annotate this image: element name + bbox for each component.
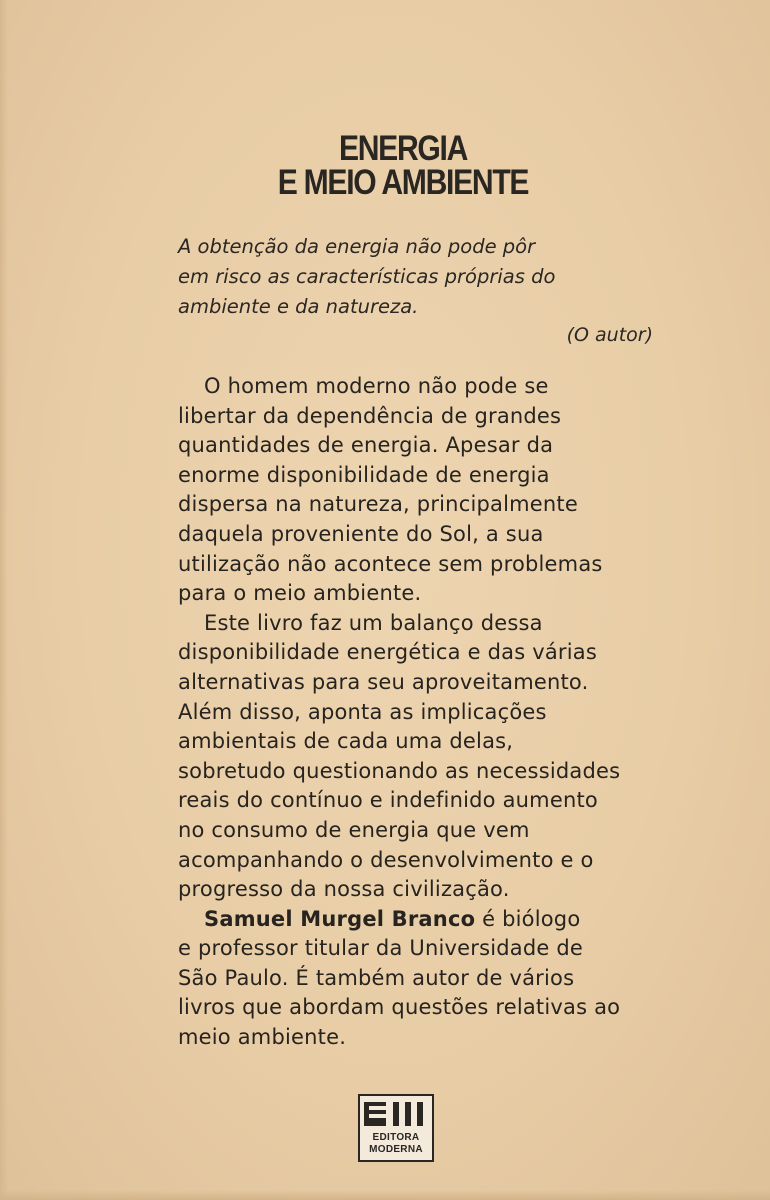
blurb-line: utilização não acontece sem problemas — [178, 551, 603, 576]
epigraph-attribution: (O autor) — [566, 324, 653, 346]
epigraph-line: em risco as características próprias do — [178, 265, 556, 288]
blurb-line: libertar da dependência de grandes — [178, 403, 562, 428]
blurb-line: livros que abordam questões relativas ao — [178, 995, 621, 1020]
blurb-line: alternativas para seu aproveitamento. — [178, 669, 589, 694]
blurb-line: e professor titular da Universidade de — [178, 936, 584, 961]
blurb-line: disponibilidade energética e das várias — [178, 640, 597, 665]
blurb-line: progresso da nossa civilização. — [178, 877, 510, 902]
blurb-line: quantidades de energia. Apesar da — [178, 433, 554, 458]
publisher-logo — [358, 1094, 434, 1162]
author-bio-text: é biólogo — [475, 906, 581, 931]
blurb-line: São Paulo. É também autor de vários — [178, 965, 575, 990]
title-line: ENERGIA — [338, 129, 468, 168]
blurb-line: Este livro faz um balanço dessa — [204, 610, 543, 635]
blurb-line: enorme disponibilidade de energia — [178, 462, 550, 487]
blurb-line: meio ambiente. — [178, 1025, 347, 1050]
blurb-line: dispersa na natureza, principalmente — [178, 492, 578, 517]
book-title — [56, 129, 749, 202]
blurb-line: reais do contínuo e indefinido aumento — [178, 788, 598, 813]
epigraph-line: A obtenção da energia não pode pôr — [178, 235, 536, 258]
author-name: Samuel Murgel Branco — [204, 906, 476, 931]
paper-edge-bottom — [0, 1190, 770, 1200]
epigraph-quote — [178, 232, 658, 322]
publisher-logo-icon — [360, 1096, 432, 1132]
author-bio-first-line — [178, 905, 648, 935]
blurb-line: Além disso, aponta as implicações — [178, 699, 547, 724]
blurb-line: daquela proveniente do Sol, a sua — [178, 521, 544, 546]
blurb-line: sobretudo questionando as necessidades — [178, 758, 621, 783]
blurb-line: acompanhando o desenvolvimento e o — [178, 847, 594, 872]
blurb-line: O homem moderno não pode se — [204, 374, 549, 398]
blurb-text — [178, 372, 648, 1053]
blurb-line: para o meio ambiente. — [178, 581, 422, 606]
title-line: E MEIO AMBIENTE — [277, 163, 529, 202]
epigraph-line: ambiente e da natureza. — [178, 295, 419, 318]
publisher-name-line2: MODERNA — [369, 1144, 423, 1155]
publisher-name-line1: EDITORA — [372, 1132, 420, 1143]
blurb-line: ambientais de cada uma delas, — [178, 729, 514, 754]
blurb-line: no consumo de energia que vem — [178, 817, 530, 842]
paper-edge-left — [0, 0, 8, 1200]
